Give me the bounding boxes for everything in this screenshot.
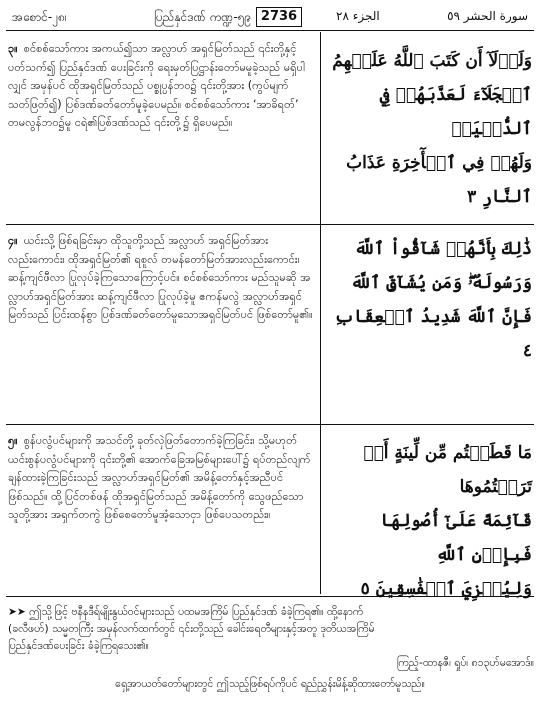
verse-number: ၃။ bbox=[8, 42, 18, 55]
page-header bbox=[6, 6, 534, 28]
arabic-line: وَلَهُمۡ فِي ٱلۡأٓخِرَةِ عَذَابُ bbox=[346, 153, 532, 173]
footnote-bottom-note: ရှေ့အာယတ်တော်များတွင် ဤသည့်ဖြစ်ရပ်ကိုပင် ရည်ညွှန်းမိန့်ဆိုထားတော်မူသည်။ bbox=[115, 678, 425, 690]
verse-translation-5 bbox=[8, 432, 314, 525]
column-divider bbox=[320, 32, 321, 594]
footnote-reference: ကြည့်-ထာနဇီ၊ ရှုပ်၊ ၈၁၃ဟ်မအောဒ်။ bbox=[396, 657, 534, 669]
footnote bbox=[8, 604, 534, 672]
arabic-line: فَإِنَّ ٱللَّهَ شَدِيدُ ٱلۡعِقَابِ ٤ bbox=[334, 307, 532, 361]
header-divider bbox=[6, 30, 534, 31]
verse-translation-4 bbox=[8, 232, 314, 325]
verse-text: ယင်းသို့ ဖြစ်ရခြင်းမှာ ထိုသူတို့သည် အလ္လာဟ် အရှင်မြတ်အားလည်းကောင်း၊ ထိုအရှင်မြတ်၏ ရစူလ် တမန်တော်မြတ်အားလည်းကောင်း၊ ဆန့်ကျင်ဖီလာ ပြုလုပ်ခဲ့ကြသောကြောင့်ပင်။ စင်စစ်သော်ကား မည်သူမဆို အလ္လာဟ်အရှင်မြတ်အား ဆန့်ကျင်ဖီလာ ပြုလုပ်ခဲ့မူ ဧကန်မလွဲ အလ္လာဟ်အရှင်မြတ်သည် ပြင်းထန်စွာ ပြစ်ဒဏ်ခတ်တော်မူသောအရှင်မြတ်ပင် ဖြစ်တော်မူ၏။ bbox=[8, 234, 313, 321]
arabic-line: ذَٰلِكَ بِأَنَّهُمۡ شَآقُّواْ ٱللَّهَ bbox=[354, 239, 532, 259]
header-juz-label: الجزء ٢٨ bbox=[336, 9, 380, 23]
verse-number: ၅။ bbox=[8, 434, 18, 447]
page-number: 2736 bbox=[256, 7, 302, 27]
arabic-line: وَلِيُخۡزِيَ ٱلۡفَٰسِقِينَ ٥ bbox=[360, 579, 532, 599]
footnote-line: (ခလီဖဟ်) သမ္မတကြီး အမှန်လက်ထက်တွင် ၎င်းတို့သည် ခေါင်းရေတီများနှင့်အတူ ဒုတိယအကြိမ် bbox=[8, 623, 375, 635]
arabic-verse-5 bbox=[326, 436, 532, 606]
verse-text: စင်စစ်သော်ကား အကယ်၍သာ အလ္လာဟ် အရှင်မြတ်သည် ၎င်းတို့နှင့်ပတ်သက်၍ ပြည်နှင်ဒဏ် ပေးခြင်းကို ရေးမှတ်ပြဋ္ဌာန်းတော်မမူခဲ့သည် မရှိပါလျှင် အမှန်ပင် ထိုအရှင်မြတ်သည် ပစ္စုပ္ပန်ဘဝ၌ ၎င်းတို့အား (ကွပ်မျက်သတ်ဖြတ်၍) ပြစ်ဒဏ်ခတ်တော်မူခဲ့ပေမည်။ စင်စစ်သော်ကား ‘အာခိရတ်’ တမလွန်ဘဝ၌မူ ငရဲ၏ပြစ်ဒဏ်သည် ၎င်းတို့၌ ရှိပေမည်။ bbox=[8, 42, 305, 129]
section-divider bbox=[6, 224, 534, 225]
arabic-line: قَآئِمَةً عَلَىٰٓ أُصُولِهَا فَبِإِذۡنِ ٱللَّهِ bbox=[380, 511, 532, 565]
footnote-divider bbox=[6, 596, 534, 597]
arabic-verse-3 bbox=[326, 44, 532, 214]
header-surah-label: سورة الحشر ٥٩ bbox=[447, 9, 528, 23]
header-section-label: အစောင်-၂၈၊ bbox=[12, 10, 67, 24]
arabic-line: مَا قَطَعۡتُم مِّن لِّينَةٍ أَوۡ تَرَكۡتُمُوهَا bbox=[363, 443, 532, 497]
section-divider bbox=[6, 424, 534, 425]
arabic-line: وَرَسُولَهُۥۖ وَمَن يُشَآقِّ ٱللَّهَ bbox=[350, 273, 532, 293]
header-chapter-label: ပြည်နှင်ဒဏ် ကဏ္ဍ-၅၉ bbox=[154, 10, 252, 24]
footnote-line: ➤➤ ဤသို့ဖြင့် ဗနီနဒီရ်မျိုးနွယ်ဝင်များသည် ပထမအကြိမ် ပြည်နှင်ဒဏ် ခံခဲ့ကြရ၏။ ထို့နောက် bbox=[8, 606, 364, 618]
footnote-line: ပြည်နှင်ဒဏ်ပေးခြင်း ခံခဲ့ကြရသေး၏။ bbox=[8, 640, 149, 652]
arabic-verse-4 bbox=[326, 232, 532, 368]
verse-text: စွန်ပလွံပင်များကို အသင်တို့ ခုတ်လှဲဖြတ်တောက်ခဲ့ကြခြင်း၊ သို့မဟုတ် ယင်းစွန်ပလွံပင်များကို ၎င်းတို့၏ အောက်ခြေအမြစ်များပေါ်၌ ရပ်တည်လျက် ချန်ထားခဲ့ကြခြင်းသည် အလ္လာဟ်အရှင်မြတ်၏ အမိန့်တော်နှင့်အညီပင် ဖြစ်သည်။ ထို့ပြင်တစ်ဖန် ထိုအရှင်မြတ်သည် အမိန့်တော်ကို သွေဖည်သောသူတို့အား အရှက်တကွဲ ဖြစ်စေတော်မူအံ့သောငှာ ဖြစ်ပေသတည်း။ bbox=[8, 434, 311, 521]
arabic-line: وَلَوۡلَآ أَن كَتَبَ ٱللَّهُ عَلَيۡهِمُ bbox=[332, 51, 532, 71]
arabic-line: ٱلۡجَلَآءَ لَعَذَّبَهُمۡ فِي ٱلدُّنۡيَاۖ bbox=[379, 85, 532, 139]
verse-translation-3 bbox=[8, 40, 314, 133]
arabic-line: ٱلنَّارِ ٣ bbox=[467, 187, 532, 207]
verse-number: ၄။ bbox=[8, 234, 18, 247]
